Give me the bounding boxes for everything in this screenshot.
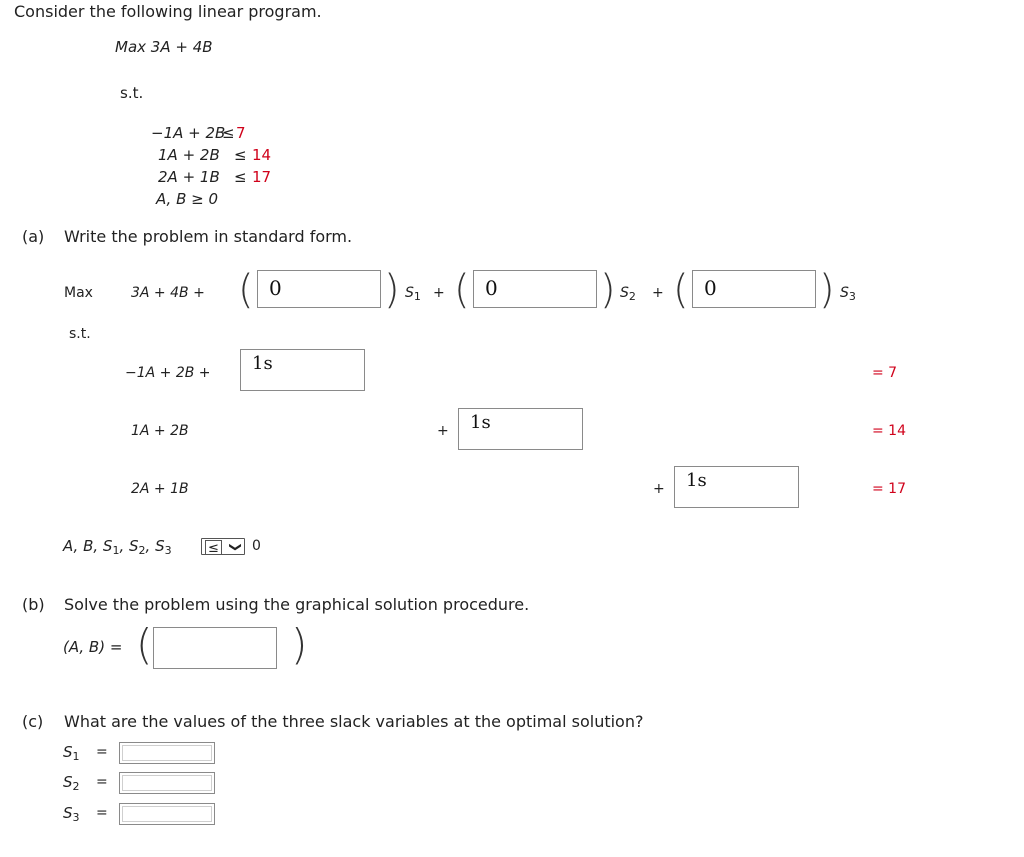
std-nonneg-vars: A, B, $S_1$, $S_2$, $S_3$: [63, 537, 172, 557]
equals-sign: =: [96, 805, 108, 821]
row-3-rhs: = 17: [872, 481, 906, 497]
sign-select[interactable]: [201, 538, 245, 555]
equals-sign: =: [96, 744, 108, 760]
row-1-rhs: = 7: [872, 365, 898, 381]
right-paren: ): [384, 267, 400, 313]
s1-value-input[interactable]: [119, 742, 215, 764]
s1-label: $S_1$: [63, 743, 80, 763]
constraint-2-lhs: 1A + 2B: [158, 146, 220, 164]
constraint-1-op: ≤: [222, 124, 235, 142]
right-paren: ): [600, 267, 616, 313]
right-paren: ): [291, 620, 308, 669]
part-a-label: (a): [22, 227, 45, 246]
constraint-3-op: ≤: [234, 168, 247, 186]
left-paren: (: [136, 620, 153, 669]
std-objective-prefix: 3A + 4B +: [131, 285, 205, 301]
s1-coefficient-input[interactable]: 0: [257, 270, 381, 308]
plus-sign: +: [653, 481, 665, 497]
ab-answer-input[interactable]: [153, 627, 277, 669]
st-label: s.t.: [120, 84, 144, 102]
std-slack-1: $S_1$: [405, 285, 421, 303]
std-slack-2: $S_2$: [620, 285, 636, 303]
s2-value-input[interactable]: [119, 772, 215, 794]
constraint-2-rhs: 14: [252, 146, 272, 164]
plus-sign: +: [433, 285, 445, 301]
left-paren: (: [238, 267, 254, 313]
constraint-2-op: ≤: [234, 146, 247, 164]
ab-answer-label: (A, B) =: [63, 638, 123, 656]
equals-sign: =: [96, 774, 108, 790]
plus-sign: +: [652, 285, 664, 301]
max-label: Max: [64, 285, 93, 301]
row-2-rhs: = 14: [872, 423, 906, 439]
part-b-label: (b): [22, 595, 45, 614]
constraint-1-lhs: −1A + 2B: [151, 124, 226, 142]
row-2-lhs: 1A + 2B: [131, 423, 189, 439]
row-3-lhs: 2A + 1B: [131, 481, 189, 497]
nonneg-constraint: A, B ≥ 0: [156, 190, 219, 208]
intro-text: Consider the following linear program.: [14, 2, 322, 21]
std-slack-3: $S_3$: [840, 285, 856, 303]
sign-selected-value: ≤: [205, 540, 222, 555]
s3-label: $S_3$: [63, 804, 80, 824]
row-3-slack-input[interactable]: 1s: [674, 466, 799, 508]
constraint-3-lhs: 2A + 1B: [158, 168, 220, 186]
s2-coefficient-input[interactable]: 0: [473, 270, 597, 308]
constraint-1-rhs: 7: [236, 124, 246, 142]
s3-coefficient-input[interactable]: 0: [692, 270, 816, 308]
s2-label: $S_2$: [63, 773, 80, 793]
left-paren: (: [454, 267, 470, 313]
row-1-lhs: −1A + 2B +: [125, 365, 211, 381]
s3-value-input[interactable]: [119, 803, 215, 825]
std-st-label: s.t.: [69, 326, 91, 342]
part-a-question: Write the problem in standard form.: [64, 227, 353, 246]
constraint-3-rhs: 17: [252, 168, 272, 186]
part-c-question: What are the values of the three slack variables at the optimal solution?: [64, 712, 644, 731]
left-paren: (: [673, 267, 689, 313]
part-b-question: Solve the problem using the graphical solution procedure.: [64, 595, 530, 614]
chevron-down-icon: ❯: [228, 541, 243, 553]
part-c-label: (c): [22, 712, 44, 731]
row-2-slack-input[interactable]: 1s: [458, 408, 583, 450]
nonneg-zero: 0: [252, 538, 261, 554]
right-paren: ): [819, 267, 835, 313]
objective: Max 3A + 4B: [115, 38, 213, 56]
row-1-slack-input[interactable]: 1s: [240, 349, 365, 391]
plus-sign: +: [437, 423, 449, 439]
